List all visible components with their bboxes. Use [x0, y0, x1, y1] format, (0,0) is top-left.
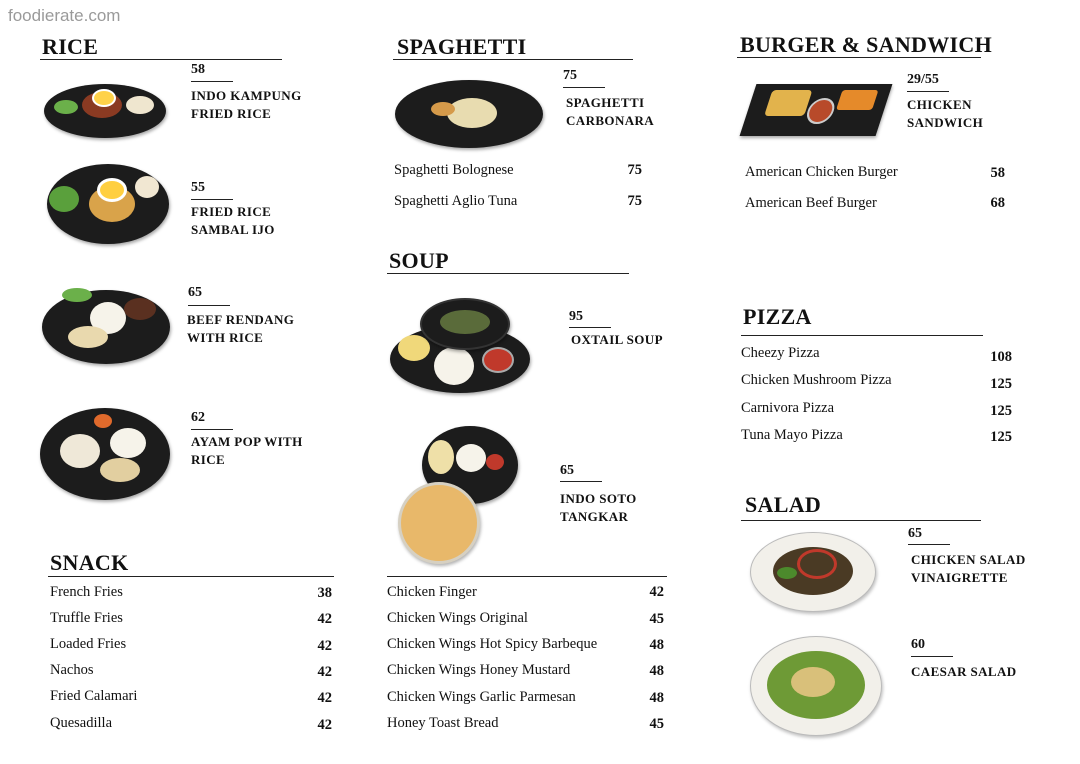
snack2-item-5-price: 48 [649, 690, 664, 706]
price-divider [911, 656, 953, 657]
ayam-pop-dish-image [40, 408, 170, 500]
pizza-item-2-name: Chicken Mushroom Pizza [741, 372, 892, 388]
snack-item-2-price: 42 [317, 611, 332, 627]
snack-heading: SNACK [50, 550, 129, 575]
burger-item-2-name: American Beef Burger [745, 195, 877, 211]
fried-rice-sambal-dish-image [47, 164, 169, 244]
salad-item-1-name: CHICKEN SALAD VINAIGRETTE [911, 552, 1026, 585]
soup-item-1-name: OXTAIL SOUP [571, 332, 663, 347]
pizza-divider [741, 335, 983, 336]
soup-item-2-price: 65 [560, 463, 574, 478]
snack-item-5-name: Fried Calamari [50, 688, 138, 704]
burger-featured-price: 29/55 [907, 72, 939, 87]
pizza-item-3-name: Carnivora Pizza [741, 400, 835, 416]
snack2-item-1-price: 42 [649, 584, 664, 600]
carbonara-dish-image [395, 80, 543, 148]
fried-rice-dish-image [44, 84, 166, 138]
beef-rendang-dish-image [42, 290, 170, 364]
soup-heading: SOUP [389, 248, 449, 273]
snack-item-3-name: Loaded Fries [50, 636, 127, 652]
burger-divider [737, 57, 981, 58]
pizza-item-4-name: Tuna Mayo Pizza [741, 427, 843, 443]
snack2-item-6-price: 45 [649, 716, 664, 732]
price-divider [188, 305, 230, 306]
price-divider [191, 429, 233, 430]
rice-item-4-name: AYAM POP WITH RICE [191, 434, 303, 467]
burger-item-2-price: 68 [990, 195, 1005, 211]
spaghetti-featured-name: SPAGHETTI CARBONARA [566, 95, 655, 128]
snack-item-3-price: 42 [317, 638, 332, 654]
pizza-item-3-price: 125 [990, 403, 1012, 419]
salad-divider [741, 520, 981, 521]
chicken-sandwich-dish-image [740, 84, 893, 136]
snack-item-1-name: French Fries [50, 584, 123, 600]
snack-item-2-name: Truffle Fries [50, 610, 123, 626]
snack-item-4-name: Nachos [50, 662, 94, 678]
rice-item-3-price: 65 [188, 285, 202, 300]
spaghetti-item-2-price: 75 [627, 193, 642, 209]
burger-featured-name: CHICKEN SANDWICH [907, 97, 984, 130]
snack2-item-2-price: 45 [649, 611, 664, 627]
price-divider [191, 81, 233, 82]
snack-item-1-price: 38 [317, 585, 332, 601]
pizza-item-1-name: Cheezy Pizza [741, 345, 820, 361]
chicken-salad-dish-image [750, 532, 876, 612]
rice-item-4-price: 62 [191, 410, 205, 425]
burger-item-1-name: American Chicken Burger [745, 164, 898, 180]
snack2-item-4-price: 48 [649, 663, 664, 679]
salad-item-2-name: CAESAR SALAD [911, 664, 1017, 679]
spaghetti-item-1-price: 75 [627, 162, 642, 178]
rice-item-2-name: FRIED RICE SAMBAL IJO [191, 204, 275, 237]
oxtail-bowl-image [420, 298, 510, 350]
spaghetti-divider [393, 59, 633, 60]
pizza-item-2-price: 125 [990, 376, 1012, 392]
rice-item-1-name: INDO KAMPUNG FRIED RICE [191, 88, 302, 121]
rice-item-2-price: 55 [191, 180, 205, 195]
rice-heading: RICE [42, 34, 99, 59]
price-divider [569, 327, 611, 328]
soup-divider [387, 273, 629, 274]
snack2-item-5-name: Chicken Wings Garlic Parmesan [387, 689, 576, 705]
salad-item-1-price: 65 [908, 526, 922, 541]
spaghetti-featured-price: 75 [563, 68, 577, 83]
snack2-item-1-name: Chicken Finger [387, 584, 477, 600]
price-divider [907, 91, 949, 92]
pizza-item-4-price: 125 [990, 429, 1012, 445]
burger-heading: BURGER & SANDWICH [740, 32, 993, 57]
snack2-item-4-name: Chicken Wings Honey Mustard [387, 662, 571, 678]
soup-item-1-price: 95 [569, 309, 583, 324]
snack-item-4-price: 42 [317, 664, 332, 680]
snack2-item-3-price: 48 [649, 637, 664, 653]
caesar-salad-dish-image [750, 636, 882, 736]
watermark: foodierate.com [8, 6, 121, 25]
snack-item-6-name: Quesadilla [50, 715, 113, 731]
snack-continued-divider [387, 576, 667, 577]
snack-item-5-price: 42 [317, 690, 332, 706]
soup-item-2-name: INDO SOTO TANGKAR [560, 491, 637, 524]
price-divider [908, 544, 950, 545]
spaghetti-item-1-name: Spaghetti Bolognese [394, 162, 514, 178]
salad-heading: SALAD [745, 492, 822, 517]
price-divider [560, 481, 602, 482]
snack2-item-2-name: Chicken Wings Original [387, 610, 528, 626]
price-divider [191, 199, 233, 200]
rice-divider [40, 59, 282, 60]
snack2-item-3-name: Chicken Wings Hot Spicy Barbeque [387, 636, 598, 652]
pizza-heading: PIZZA [743, 304, 812, 329]
rice-item-1-price: 58 [191, 62, 205, 77]
salad-item-2-price: 60 [911, 637, 925, 652]
spaghetti-item-2-name: Spaghetti Aglio Tuna [394, 193, 518, 209]
snack-divider [48, 576, 334, 577]
soto-bowl-image [398, 482, 480, 564]
pizza-item-1-price: 108 [990, 349, 1012, 365]
snack-item-6-price: 42 [317, 717, 332, 733]
burger-item-1-price: 58 [990, 165, 1005, 181]
price-divider [563, 87, 605, 88]
spaghetti-heading: SPAGHETTI [397, 34, 527, 59]
snack2-item-6-name: Honey Toast Bread [387, 715, 499, 731]
rice-item-3-name: BEEF RENDANG WITH RICE [187, 312, 295, 345]
